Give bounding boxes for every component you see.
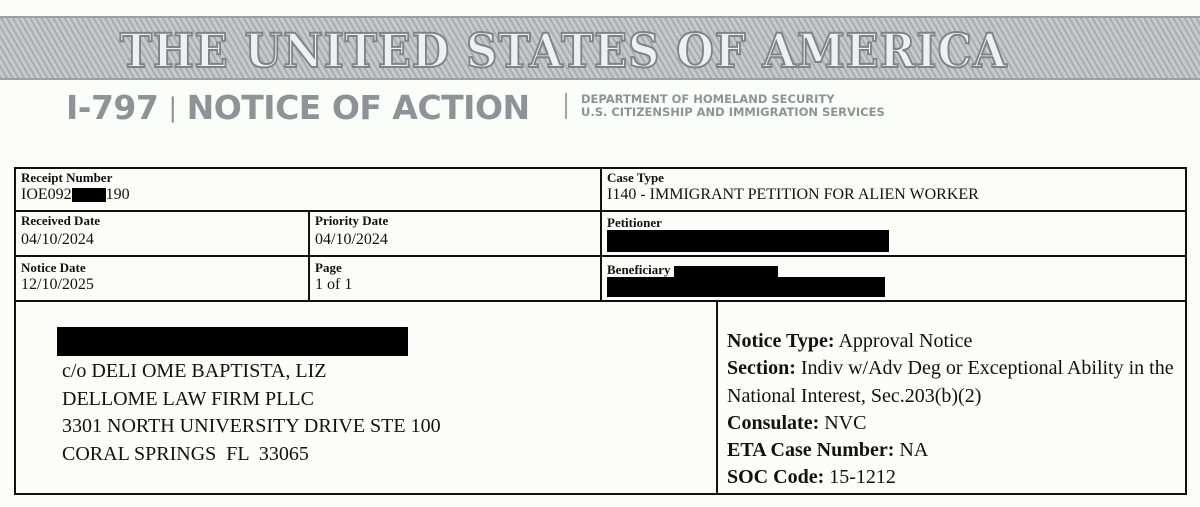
address-line: c/o DELI OME BAPTISTA, LIZ <box>62 360 327 382</box>
banner <box>0 16 1200 80</box>
page-label: Page <box>315 260 342 275</box>
notice-type: Notice Type: Approval Notice <box>727 330 973 352</box>
notice-details <box>727 328 1187 492</box>
received-date-cell <box>14 210 310 257</box>
petitioner-redaction <box>607 230 889 252</box>
beneficiary-id-redaction <box>674 266 778 277</box>
form-title: I-797 | NOTICE OF ACTION <box>66 88 530 127</box>
form-name: NOTICE OF ACTION <box>186 88 530 127</box>
petitioner-label: Petitioner <box>607 215 662 230</box>
petitioner-cell <box>600 210 1187 257</box>
banner-title: THE UNITED STATES OF AMERICA <box>119 24 1008 79</box>
case-type-label: Case Type <box>607 170 664 185</box>
case-type-value: I140 - IMMIGRANT PETITION FOR ALIEN WORKER <box>607 186 979 203</box>
receipt-number-value: IOE092 190 <box>21 186 130 203</box>
section: Section: Indiv w/Adv Deg or Exceptional Ability in the National Interest, Sec.203(b)(2) <box>727 357 1174 407</box>
notice-date-label: Notice Date <box>21 260 86 275</box>
mailing-address <box>62 358 441 468</box>
beneficiary-cell <box>600 255 1187 302</box>
dept-line1: DEPARTMENT OF HOMELAND SECURITY <box>581 92 835 106</box>
address-line: DELLOME LAW FIRM PLLC <box>62 387 314 410</box>
case-type-cell <box>600 167 1187 212</box>
recipient-redaction <box>57 327 408 356</box>
notice-date-value: 12/10/2025 <box>21 276 94 293</box>
page-value: 1 of 1 <box>315 276 353 293</box>
soc-code: SOC Code: 15-1212 <box>727 466 896 489</box>
agency <box>565 93 885 119</box>
address-line: CORAL SPRINGS FL 33065 <box>62 442 309 465</box>
receipt-number-cell <box>14 167 602 212</box>
beneficiary-redaction <box>607 277 885 297</box>
consulate: Consulate: NVC <box>727 411 867 434</box>
notice-date-cell <box>14 255 310 302</box>
priority-date-label: Priority Date <box>315 213 389 228</box>
receipt-number-label: Receipt Number <box>21 170 113 185</box>
priority-date-cell <box>308 210 602 257</box>
address-line: 3301 NORTH UNIVERSITY DRIVE STE 100 <box>62 415 441 437</box>
form-number: I-797 <box>66 88 159 127</box>
redaction <box>72 188 106 202</box>
page-cell <box>308 255 602 302</box>
received-date-value: 04/10/2024 <box>21 231 94 248</box>
priority-date-value: 04/10/2024 <box>315 231 388 248</box>
eta-case-number: ETA Case Number: NA <box>727 439 929 462</box>
beneficiary-label: Beneficiary <box>607 262 778 278</box>
received-date-label: Received Date <box>21 213 101 228</box>
dept-line2: U.S. CITIZENSHIP AND IMMIGRATION SERVICES <box>581 105 885 119</box>
